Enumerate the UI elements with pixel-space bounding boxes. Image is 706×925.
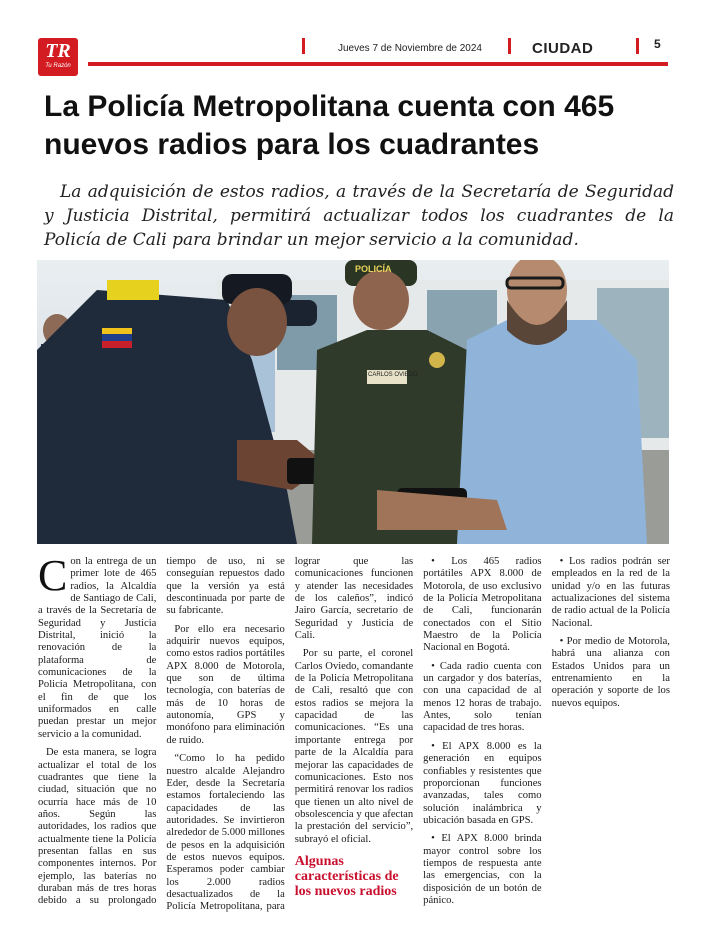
- body-paragraph: “Como lo ha pedido nuestro alcalde Alejandro Eder, desde la Secretaría estamos fortaleciendo las capacidades de las autoridades. Se invirtieron alrededor de 5.000 millones de pesos en la adquisición de estos nuevos equipos. Esperamos poder cambiar los 2.000 radios desactualizados de la Policía Metropolitana, para lograr que las comunicaciones funcionen y atender las necesidades de los caleños”, indicó Jairo García, secretario de Seguridad y Justicia de Cali.: [166, 556, 414, 913]
- logo-text: TR: [45, 40, 71, 62]
- bullet-item: • Cada radio cuenta con un cargador y dos baterías, con una capacidad de al menos 12 horas de trabajo. Antes, solo tenían capacidad de tres horas.: [423, 660, 542, 734]
- drop-cap: C: [38, 551, 68, 600]
- section-name: CIUDAD: [532, 40, 594, 57]
- header-rule: [88, 62, 668, 66]
- bullet-item: • El APX 8.000 brinda mayor control sobre los tiempos de respuesta ante las emergencias, con la disposición de un botón de pánico.: [423, 833, 542, 906]
- bullet-item: • Los radios podrán ser empleados en la red de la unidad y/o en las futuras actualizaciones del sistema de radio actual de la Policía Nacional.: [551, 556, 670, 629]
- article-body: [38, 551, 670, 916]
- bullet-item: • El APX 8.000 es la generación en equipos confiables y resistentes que proporcionan funciones avanzadas, tales como solución inalámbrica y ubicación basada en GPS.: [423, 740, 542, 826]
- bullet-item: • Por medio de Motorola, habrá una alianza con Estados Unidos para un entrenamiento en la operación y soporte de los nuevos equipos.: [551, 636, 670, 709]
- body-paragraph: Por ello era necesario adquirir nuevos equipos, como estos radios portátiles APX 8.000 de Motorola, que son de última tecnología, con baterías de más de 10 horas de autonomía, GPS y monófono para eliminación de ruido.: [166, 623, 285, 746]
- body-paragraph: Por su parte, el coronel Carlos Oviedo, comandante de la Policía Metropolitana de Cali, resaltó que con estos radios se mejora la capacidad de las comunicaciones. “Es una importante entrega por parte de la Alcaldía para mejorar las capacidades de comunicaciones. Esto nos permitirá renovar los radios que tienen un alto nivel de obsolescencia y que afectan la prestación del servicio”, subrayó el oficial.: [294, 648, 414, 845]
- bullet-item: • Los 465 radios portátiles APX 8.000 de Motorola, de uso exclusivo de la Policía Metropolitana de Cali, funcionarán conectados con el Sitio Maestro de la Policía Nacional en Bogotá.: [423, 556, 542, 654]
- section-subhead: Algunas características de los nuevos radios: [294, 853, 399, 899]
- header-separator: [508, 38, 511, 54]
- logo-subtitle: Tu Razón: [45, 63, 71, 69]
- photo-name-tag: CARLOS OVIEDO: [368, 372, 418, 378]
- header-separator: [636, 38, 639, 54]
- issue-date: Jueves 7 de Noviembre de 2024: [338, 43, 482, 54]
- body-paragraph: [38, 551, 157, 741]
- newspaper-logo: [38, 38, 78, 76]
- article-deck: La adquisición de estos radios, a través de la Secretaría de Seguridad y Justicia Distrital, permitirá actualizar todos los cuadrantes de la Policía de Cali para brindar un mejor servicio a la comunidad.: [44, 182, 674, 250]
- paragraph-text: on la entrega de un primer lote de 465 radios, la Alcaldía de Santiago de Cali, a través de la Secretaría de Seguridad y Justicia Distrital, inició la renovación de la plataforma de comunicaciones de la Policía Metropolitana, con el fin de que los uniformados en calle puedan prestar un mejor servicio a la comunidad.: [38, 556, 157, 740]
- page-number: 5: [654, 37, 661, 51]
- article-photo: [37, 260, 669, 544]
- header-separator: [302, 38, 305, 54]
- photo-illustration: [37, 260, 669, 544]
- article-title: La Policía Metropolitana cuenta con 465 nuevos radios para los cuadrantes: [44, 90, 615, 161]
- page-header: [0, 0, 706, 80]
- photo-cap-badge: POLICÍA: [355, 264, 392, 274]
- body-paragraph: De esta manera, se logra actualizar el total de los cuadrantes que tiene la ciudad, situación que no ocurría hace más de 10 años. Según las autoridades, los radios que actualmente tiene la Policía presentan fallas en sus componentes internos. Por ejemplo, las baterías no duraban más de tres horas debido a su prolongado tiempo de uso, ni se conseguían repuestos dado que la versión ya está descontinuada por parte de su fabricante.: [38, 556, 285, 907]
